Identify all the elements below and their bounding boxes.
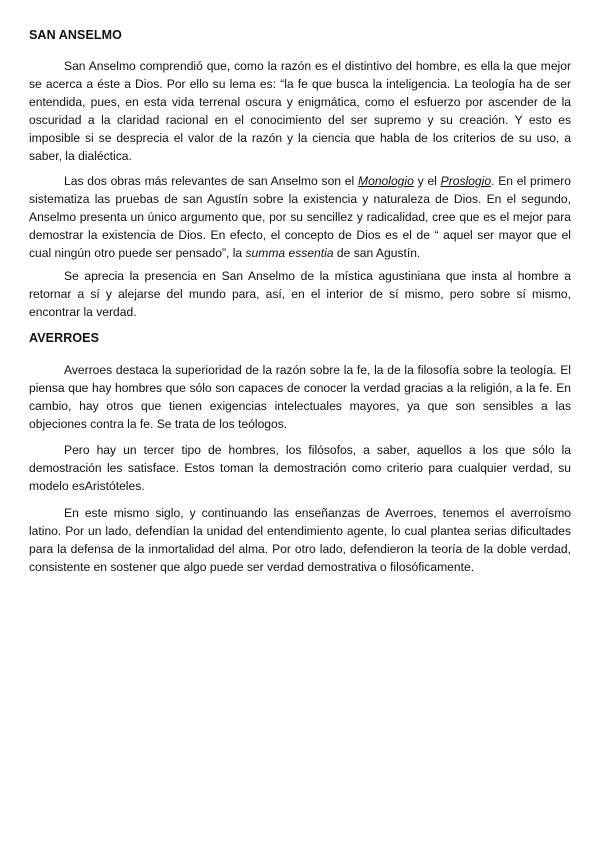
paragraph-averroes-reason: Averroes destaca la superioridad de la razón sobre la fe, la de la filosofía sobre la teología. El piensa que hay hombres que sólo son capaces de conocer la verdad gracias a la religión, a la fe. En cambio, hay otros que tienen exigencias intelectuales mayores, ya que son sensibles a las objeciones contra la fe. Se trata de los teólogos. xyxy=(29,363,571,431)
book-title-monologio: Monologio xyxy=(358,174,414,188)
text-fragment: Las dos obras más relevantes de san Anselmo son el xyxy=(64,174,359,188)
text-fragment: y el xyxy=(413,174,441,188)
latin-term: summa essentia xyxy=(245,246,334,260)
paragraph-anselmo-works xyxy=(29,172,571,262)
paragraph-averroism: En este mismo siglo, y continuando las enseñanzas de Averroes, tenemos el averroísmo latino. Por un lado, defendían la unidad del entendimiento agente, lo cual plantea serias dificultades para la defensa de la inmortalidad del alma. Por otro lado, defendieron la teoría de la doble verdad, consistente en sostener que algo puede ser verdad demostrativa o filosóficamente. xyxy=(29,506,571,574)
section-heading-averroes: AVERROES xyxy=(29,331,100,345)
paragraph-averroes-philosophers: Pero hay un tercer tipo de hombres, los filósofos, a saber, aquellos a los que sólo la demostración les satisface. Estos toman la demostración como criterio para cualquier verdad, su modelo esAristóteles. xyxy=(29,443,571,493)
text-fragment: de san Agustín. xyxy=(333,246,421,260)
paragraph-anselmo-mystic: Se aprecia la presencia en San Anselmo de la mística agustiniana que insta al hombre a retornar a sí y alejarse del mundo para, así, en el interior de sí mismo, pero sobre sí mismo, encontrar la verdad. xyxy=(29,269,571,319)
book-title-proslogio: Proslogio xyxy=(440,174,492,188)
paragraph-anselmo-intro: San Anselmo comprendió que, como la razón es el distintivo del hombre, es ella la que mejor se acerca a éste a Dios. Por ello su lema es: “la fe que busca la inteligencia. La teología ha de ser entendida, pues, en esta vida terrenal oscura y enigmática, como el esfuerzo por ascender de la oscuridad a la claridad racional en el conocimiento del ser supremo y su creación. Y esto es imposible si se desprecia el valor de la razón y la ciencia que habla de los criterios de su uso, a saber, la dialéctica. xyxy=(29,59,571,163)
text-fragment: . En el primero sistematiza las pruebas de san Agustín sobre la existencia y naturaleza de Dios. En el segundo, Anselmo presenta un único argumento que, por su sencillez y radicalidad, cree que es el mejor para demostrar la existencia de Dios. En efecto, el concepto de Dios es el de “ aquel ser mayor que el cual ningún otro puede ser pensado”, la xyxy=(29,174,571,260)
section-heading-san-anselmo: SAN ANSELMO xyxy=(29,28,123,42)
